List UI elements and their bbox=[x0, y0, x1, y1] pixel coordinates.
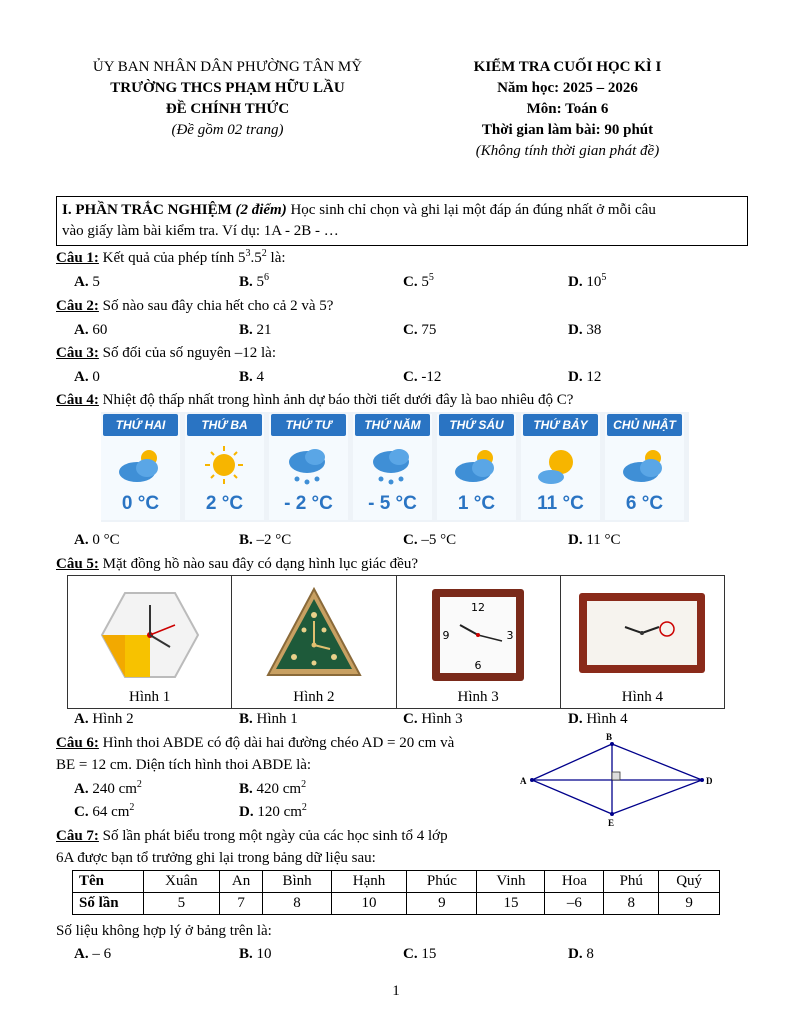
question-5: Câu 5: Mặt đồng hồ nào sau đây có dạng hình lục giác đều? bbox=[56, 556, 419, 572]
subject: Môn: Toán 6 bbox=[526, 101, 609, 117]
sun-icon bbox=[199, 444, 249, 486]
q1-option-d[interactable]: D. $10^5$ bbox=[568, 272, 607, 290]
school-year: Năm học: 2025 – 2026 bbox=[497, 80, 638, 96]
weather-day-label: THỨ TƯ bbox=[271, 414, 346, 436]
cloud-sun-icon bbox=[619, 444, 669, 486]
weather-day bbox=[605, 414, 684, 520]
q4-option-c[interactable]: C. –5 °C bbox=[403, 532, 457, 548]
q3-option-b[interactable]: B. 4 bbox=[239, 369, 265, 385]
duration: Thời gian làm bài: 90 phút bbox=[481, 122, 654, 138]
q4-option-d[interactable]: D. 11 °C bbox=[568, 532, 621, 548]
header-right bbox=[400, 57, 735, 162]
table-cell-count: 5 bbox=[144, 893, 220, 915]
exam-title: KIỂM TRA CUỐI HỌC KÌ I bbox=[473, 59, 662, 75]
table-cell-count: 9 bbox=[659, 893, 720, 915]
rhombus-diagram bbox=[510, 732, 725, 832]
table-cell-name: An bbox=[219, 871, 263, 893]
q3-option-a[interactable]: A. 0 bbox=[74, 369, 100, 385]
weather-day bbox=[521, 414, 600, 520]
cloud-sun-icon bbox=[451, 444, 501, 486]
instruction-text-1: Học sinh chỉ chọn và ghi lại một đáp án đúng nhất ở mỗi câu bbox=[286, 202, 656, 218]
duration-note: (Không tính thời gian phát đề) bbox=[475, 143, 660, 159]
figure-4-cell bbox=[560, 576, 724, 709]
table-cell-count: –6 bbox=[545, 893, 604, 915]
weather-day-temp: 11 °C bbox=[537, 493, 584, 514]
clock-figures bbox=[67, 575, 725, 709]
table-cell-count: 9 bbox=[407, 893, 477, 915]
weather-day-temp: 2 °C bbox=[205, 493, 244, 514]
cloud-sun-icon bbox=[115, 444, 165, 486]
table-cell-name: Phú bbox=[604, 871, 659, 893]
table-cell-name: Quý bbox=[659, 871, 720, 893]
sun-cloud-icon bbox=[535, 444, 585, 486]
weather-day bbox=[437, 414, 516, 520]
q5-option-d[interactable]: D. Hình 4 bbox=[568, 711, 628, 727]
weather-day-label: THỨ SÁU bbox=[439, 414, 514, 436]
table-header-count: Số lần bbox=[73, 893, 144, 915]
question-6-line-1: Câu 6: Hình thoi ABDE có độ dài hai đường chéo AD = 20 cm và bbox=[56, 735, 455, 751]
official-label: ĐỀ CHÍNH THỨC bbox=[165, 101, 290, 117]
q1-option-b[interactable]: B. $5^6$ bbox=[239, 272, 270, 290]
q3-option-d[interactable]: D. 12 bbox=[568, 369, 602, 385]
table-cell-name: Xuân bbox=[144, 871, 220, 893]
table-cell-name: Vinh bbox=[477, 871, 545, 893]
q5-option-b[interactable]: B. Hình 1 bbox=[239, 711, 298, 727]
right-angle-mark bbox=[612, 772, 620, 780]
question-6-line-2: BE = 12 cm. Diện tích hình thoi ABDE là: bbox=[56, 757, 312, 773]
school-name: TRƯỜNG THCS PHẠM HỮU LẦU bbox=[110, 80, 345, 96]
table-cell-name: Phúc bbox=[407, 871, 477, 893]
weather-day-label: THỨ BẢY bbox=[523, 414, 598, 436]
weather-day-temp: - 2 °C bbox=[284, 493, 333, 514]
weather-day-temp: - 5 °C bbox=[368, 493, 417, 514]
q2-option-b[interactable]: B. 21 bbox=[239, 322, 272, 338]
weather-day-label: THỨ HAI bbox=[103, 414, 178, 436]
triangle-clock-icon bbox=[264, 585, 364, 685]
q2-option-c[interactable]: C. 75 bbox=[403, 322, 437, 338]
svg-text:12: 12 bbox=[471, 601, 486, 614]
page-count-note: (Đề gồm 02 trang) bbox=[171, 122, 284, 138]
q2-option-d[interactable]: D. 38 bbox=[568, 322, 602, 338]
svg-text:6: 6 bbox=[474, 659, 482, 672]
table-header-name: Tên bbox=[73, 871, 144, 893]
page-number: 1 bbox=[392, 983, 400, 999]
square-clock-icon bbox=[430, 585, 526, 685]
figure-3-cell bbox=[396, 576, 560, 709]
svg-text:9: 9 bbox=[442, 629, 450, 642]
section-instructions bbox=[56, 196, 748, 246]
rectangle-clock-icon bbox=[577, 591, 707, 675]
q5-option-a[interactable]: A. Hình 2 bbox=[74, 711, 134, 727]
q2-option-a[interactable]: A. 60 bbox=[74, 322, 108, 338]
weather-day-label: CHỦ NHẬT bbox=[607, 414, 682, 436]
q6-option-a[interactable]: A. 240 $cm^2$ bbox=[74, 779, 142, 797]
svg-text:3: 3 bbox=[506, 629, 514, 642]
hexagon-clock-icon bbox=[100, 585, 200, 685]
q7-option-b[interactable]: B. 10 bbox=[239, 946, 272, 962]
weather-day-temp: 6 °C bbox=[625, 493, 664, 514]
figure-2-label: Hình 2 bbox=[293, 689, 335, 705]
table-cell-count: 7 bbox=[219, 893, 263, 915]
question-7-line-1: Câu 7: Số lần phát biểu trong một ngày của các học sinh tổ 4 lớp bbox=[56, 828, 448, 844]
weather-day-temp: 0 °C bbox=[121, 493, 160, 514]
question-4: Câu 4: Nhiệt độ thấp nhất trong hình ảnh dự báo thời tiết dưới đây là bao nhiêu độ C? bbox=[56, 392, 574, 408]
weather-day-label: THỨ NĂM bbox=[355, 414, 430, 436]
table-cell-name: Bình bbox=[263, 871, 331, 893]
q7-option-c[interactable]: C. 15 bbox=[403, 946, 437, 962]
q6-option-c[interactable]: C. 64 $cm^2$ bbox=[74, 802, 135, 820]
table-cell-count: 8 bbox=[263, 893, 331, 915]
snow-cloud-icon bbox=[367, 444, 417, 486]
q4-option-a[interactable]: A. 0 °C bbox=[74, 532, 120, 548]
figure-3-label: Hình 3 bbox=[457, 689, 499, 705]
q4-option-b[interactable]: B. –2 °C bbox=[239, 532, 292, 548]
weather-day-label: THỨ BA bbox=[187, 414, 262, 436]
q5-option-c[interactable]: C. Hình 3 bbox=[403, 711, 463, 727]
figure-1-label: Hình 1 bbox=[129, 689, 171, 705]
header-left bbox=[55, 57, 400, 141]
section-points: (2 điểm) bbox=[235, 202, 287, 218]
vertex-b: B bbox=[606, 732, 613, 742]
weather-day bbox=[101, 414, 180, 520]
question-2: Câu 2: Số nào sau đây chia hết cho cả 2 và 5? bbox=[56, 298, 334, 314]
q1-option-c[interactable]: C. $5^5$ bbox=[403, 272, 434, 290]
q3-option-c[interactable]: C. -12 bbox=[403, 369, 442, 385]
figure-4-label: Hình 4 bbox=[621, 689, 663, 705]
weather-forecast bbox=[101, 412, 689, 522]
q1-option-a[interactable]: A. 5 bbox=[74, 274, 100, 290]
question-1: Câu 1: Kết quả của phép tính $5^3.5^2$ là: bbox=[56, 248, 286, 266]
snow-cloud-icon bbox=[283, 444, 333, 486]
table-cell-count: 10 bbox=[331, 893, 407, 915]
authority-name: ỦY BAN NHÂN DÂN PHƯỜNG TÂN MỸ bbox=[92, 59, 363, 75]
q6-option-d[interactable]: D. 120 $cm^2$ bbox=[239, 802, 307, 820]
speaking-count-table bbox=[72, 870, 720, 915]
figure-2-cell bbox=[232, 576, 396, 709]
table-cell-count: 8 bbox=[604, 893, 659, 915]
question-7-line-2: 6A được bạn tổ trưởng ghi lại trong bảng dữ liệu sau: bbox=[56, 850, 376, 866]
weather-day bbox=[353, 414, 432, 520]
question-3: Câu 3: Số đối của số nguyên –12 là: bbox=[56, 345, 276, 361]
q7-option-a[interactable]: A. – 6 bbox=[74, 946, 112, 962]
weather-day bbox=[269, 414, 348, 520]
weather-day-temp: 1 °C bbox=[457, 493, 496, 514]
table-cell-name: Hoa bbox=[545, 871, 604, 893]
q6-option-b[interactable]: B. 420 $cm^2$ bbox=[239, 779, 307, 797]
figure-1-cell bbox=[68, 576, 232, 709]
instruction-text-2: vào giấy làm bài kiểm tra. Ví dụ: 1A - 2B - … bbox=[62, 223, 339, 239]
vertex-d: D bbox=[706, 776, 713, 786]
question-7-line-3: Số liệu không hợp lý ở bảng trên là: bbox=[56, 923, 272, 939]
table-cell-count: 15 bbox=[477, 893, 545, 915]
q7-option-d[interactable]: D. 8 bbox=[568, 946, 594, 962]
section-title: I. PHẦN TRẮC NGHIỆM bbox=[62, 202, 232, 218]
weather-day bbox=[185, 414, 264, 520]
vertex-e: E bbox=[608, 818, 615, 828]
table-cell-name: Hạnh bbox=[331, 871, 407, 893]
vertex-a: A bbox=[520, 776, 527, 786]
